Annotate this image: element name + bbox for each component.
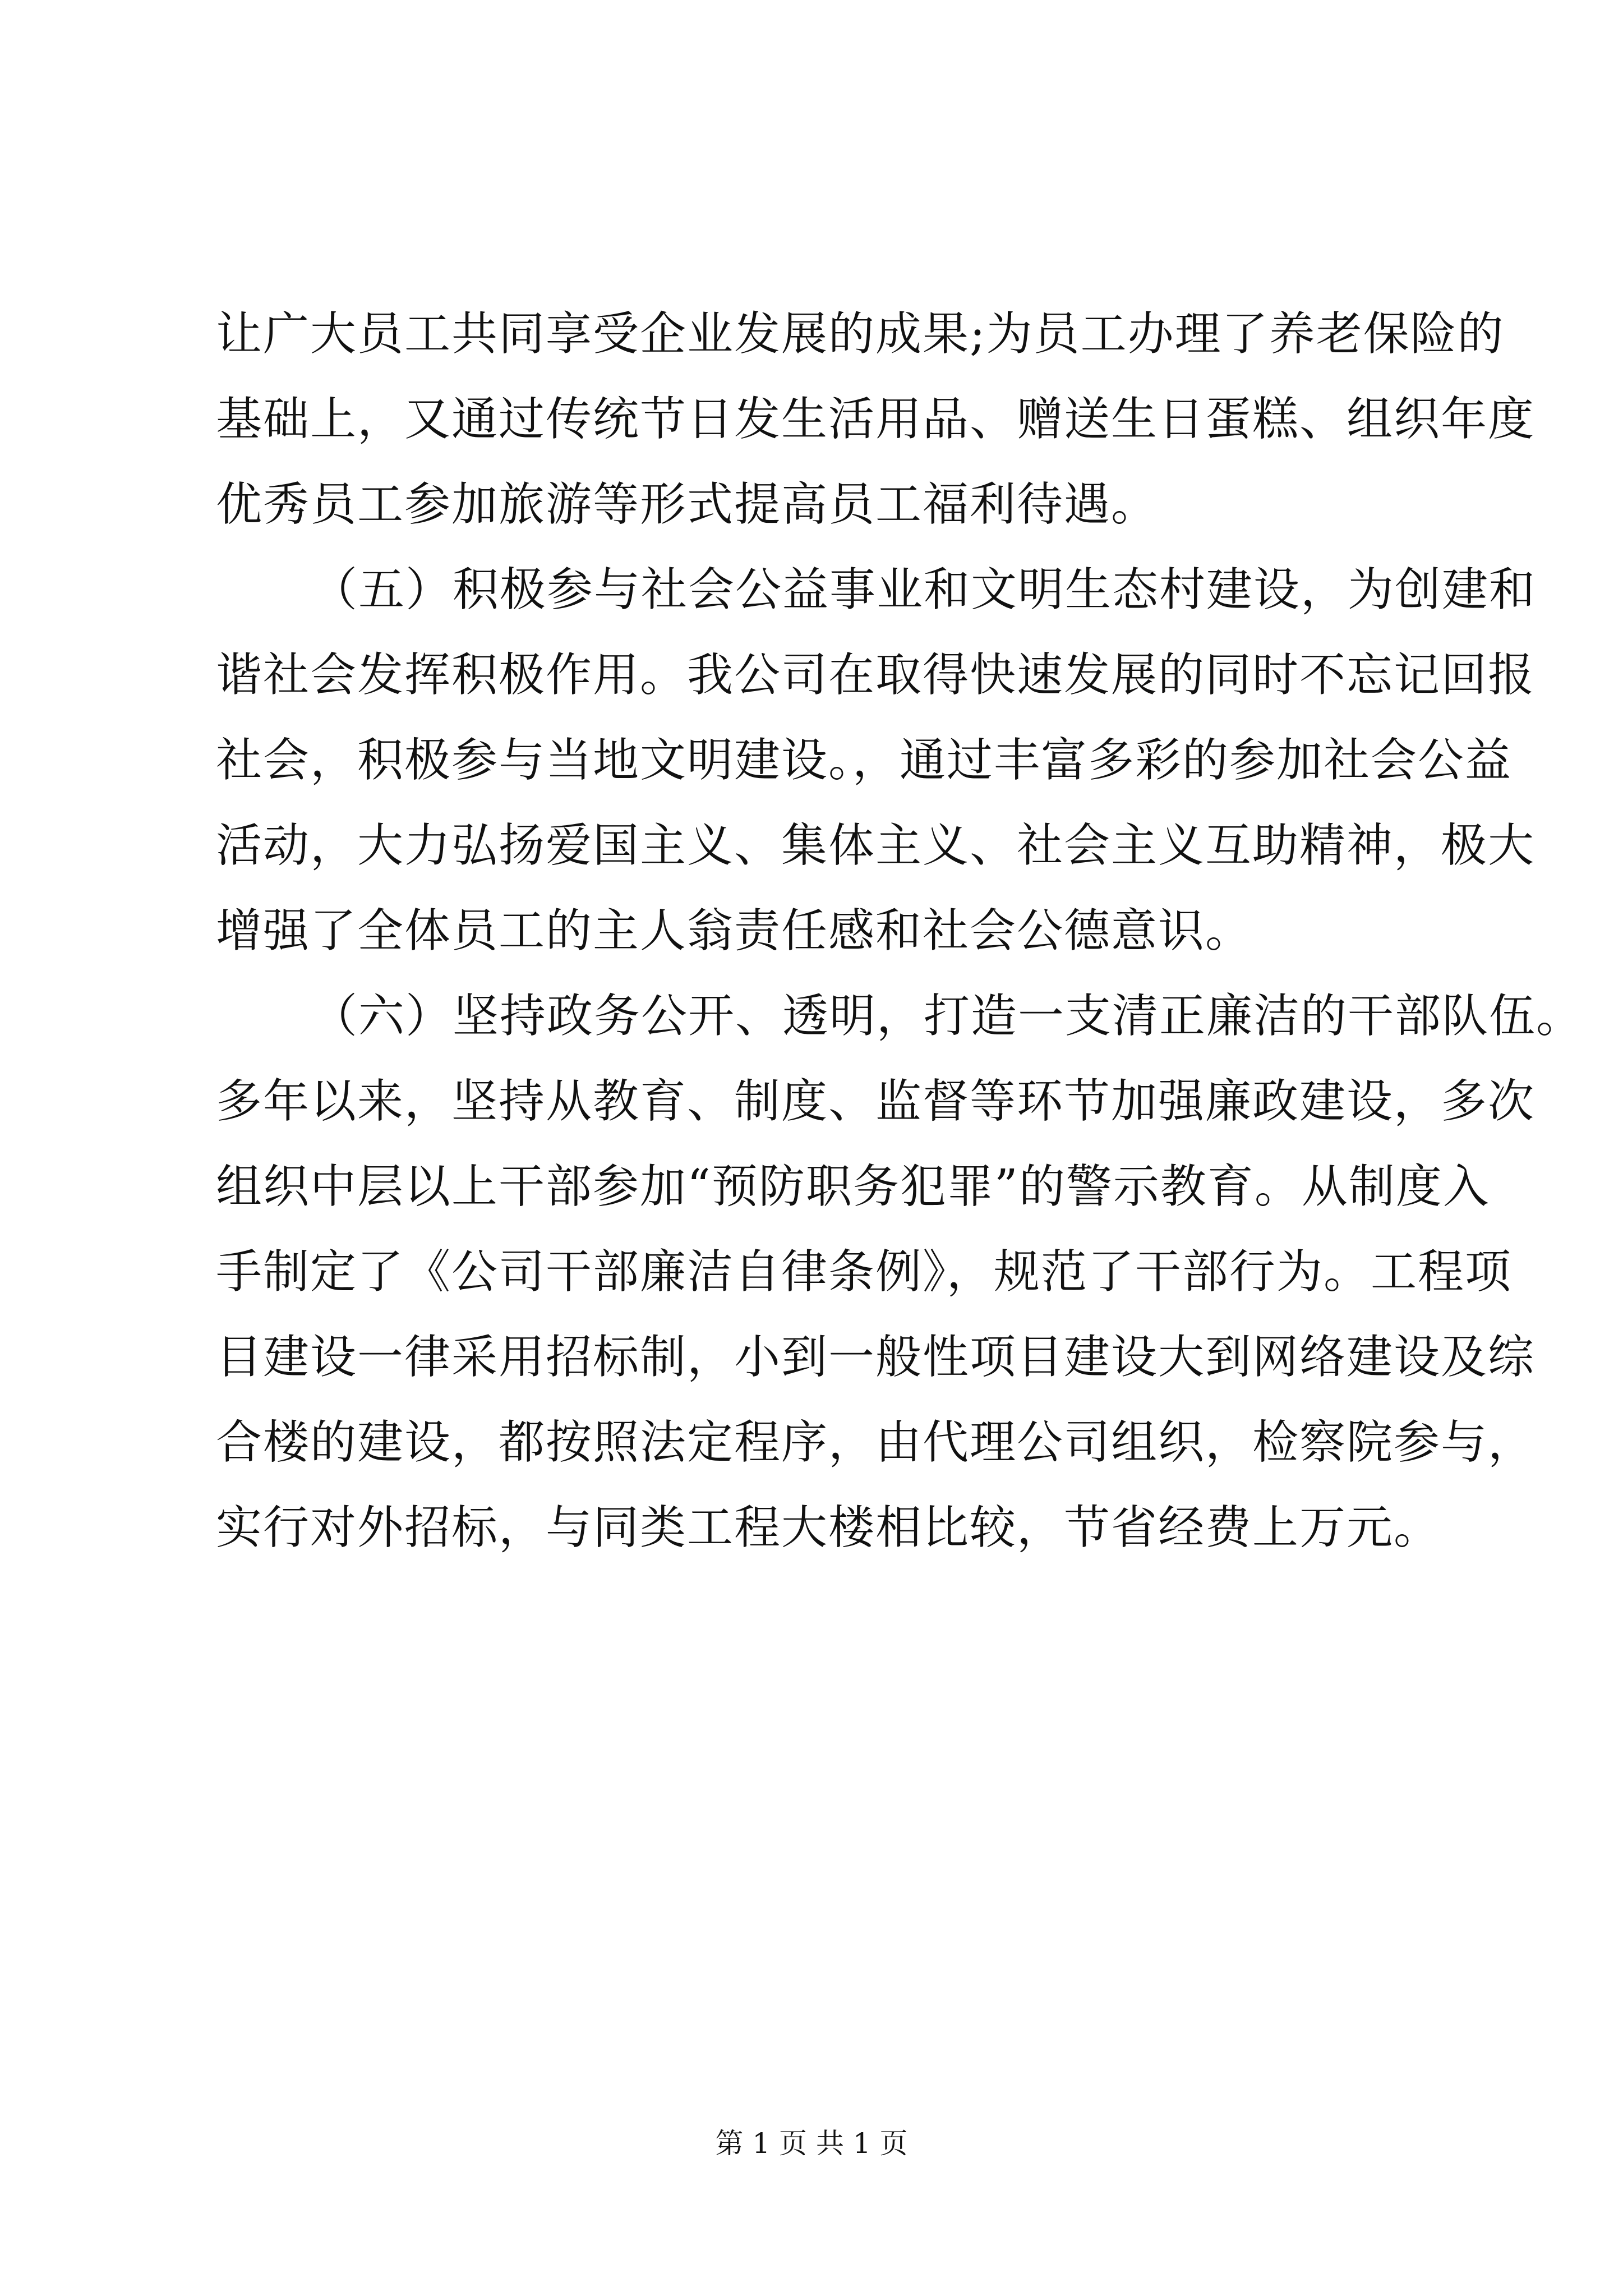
text-line: 基础上，又通过传统节日发生活用品、赠送生日蛋糕、组织年度 (216, 393, 1536, 446)
text-line: 活动，大力弘扬爱国主义、集体主义、社会主义互助精神，极大 (216, 819, 1536, 872)
text-line: 多年以来，坚持从教育、制度、监督等环节加强廉政建设，多次 (216, 1075, 1536, 1128)
text-line: 手制定了《公司干部廉洁自律条例》，规范了干部行为。工程项 (216, 1245, 1513, 1299)
text-line: 谐社会发挥积极作用。我公司在取得快速发展的同时不忘记回报 (216, 648, 1536, 702)
text-line: 实行对外招标，与同类工程大楼相比较，节省经费上万元。 (216, 1501, 1441, 1554)
paragraph-five-first-line: （五）积极参与社会公益事业和文明生态村建设，为创建和 (311, 563, 1537, 616)
text-line: 合楼的建设，都按照法定程序，由代理公司组织，检察院参与， (216, 1416, 1536, 1469)
document-body (216, 292, 1584, 1571)
text-line: 组织中层以上干部参加“预防职务犯罪”的警示教育。从制度入 (216, 1160, 1490, 1213)
text-line: 增强了全体员工的主人翁责任感和社会公德意识。 (216, 904, 1253, 958)
page-number-footer: 第 1 页 共 1 页 (715, 2127, 908, 2160)
text-line: 优秀员工参加旅游等形式提高员工福利待遇。 (216, 478, 1159, 531)
paragraph-six-first-line: （六）坚持政务公开、透明，打造一支清正廉洁的干部队伍。 (311, 990, 1584, 1043)
text-line: 让广大员工共同享受企业发展的成果;为员工办理了养老保险的 (216, 307, 1505, 361)
text-line: 社会，积极参与当地文明建设。，通过丰富多彩的参加社会公益 (216, 734, 1513, 787)
text-line: 目建设一律采用招标制，小到一般性项目建设大到网络建设及综 (216, 1331, 1536, 1384)
